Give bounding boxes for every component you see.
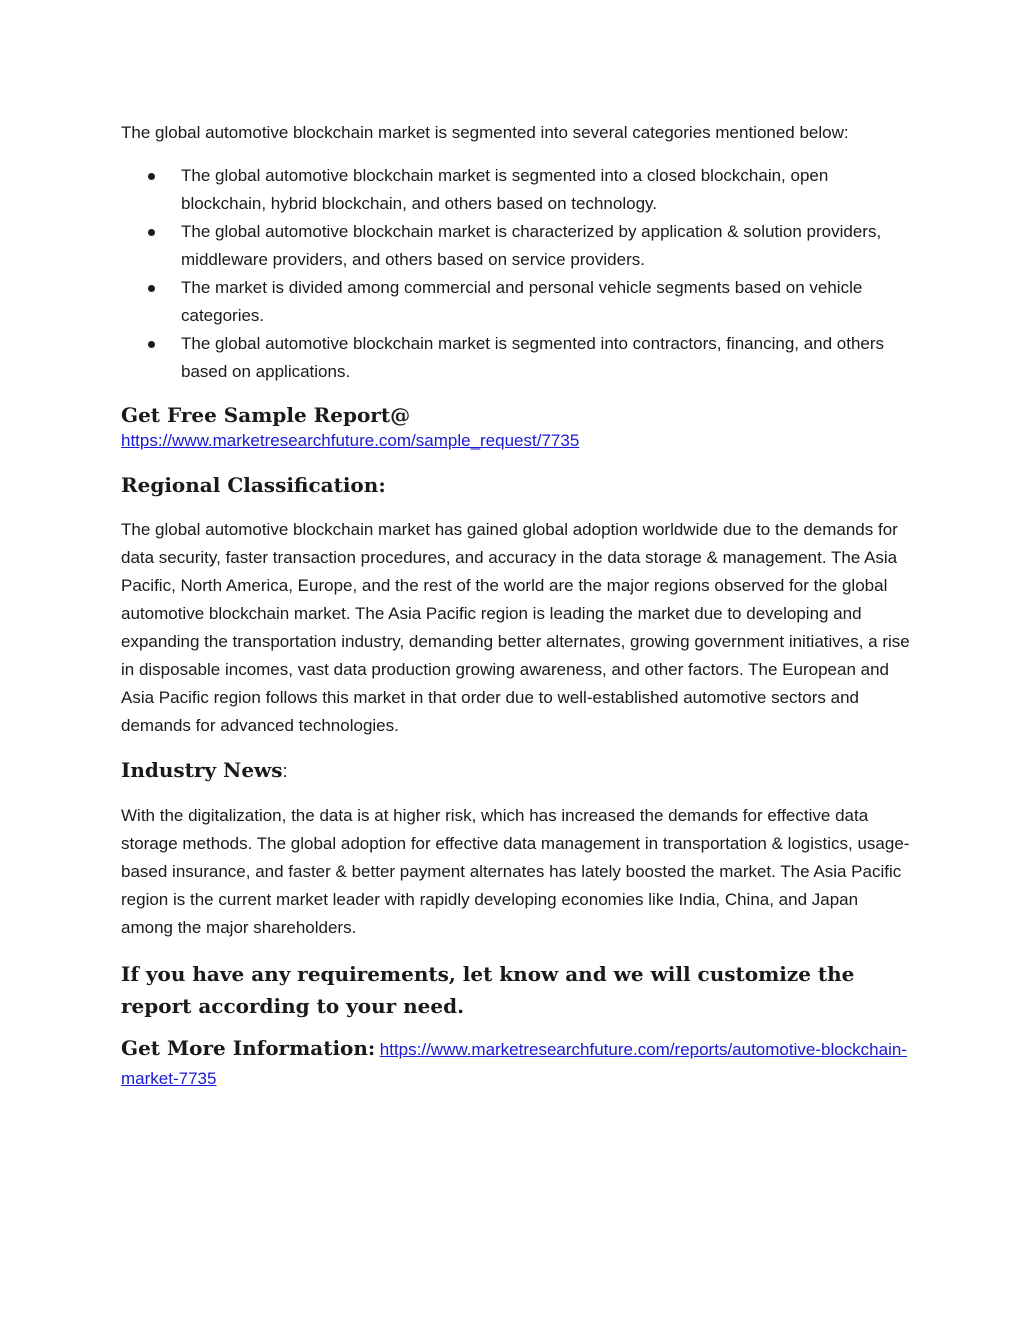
regional-heading: Regional Classification: <box>121 473 386 497</box>
document-page <box>121 119 911 1094</box>
list-item <box>121 218 911 274</box>
more-info-label: Get More Information: <box>121 1036 376 1060</box>
list-item <box>121 330 911 386</box>
bullet-icon <box>148 341 155 348</box>
bullet-icon <box>148 285 155 292</box>
bullet-icon <box>148 229 155 236</box>
more-info-link[interactable]: https://www.marketresearchfuture.com/reports/automotive-blockchain-market-7735 <box>121 1040 907 1088</box>
list-item-text: The market is divided among commercial and personal vehicle segments based on vehicle categories. <box>181 278 863 325</box>
news-heading-colon: : <box>282 761 288 781</box>
bullet-icon <box>148 173 155 180</box>
list-item <box>121 274 911 330</box>
list-item-text: The global automotive blockchain market is segmented into a closed blockchain, open blockchain, hybrid blockchain, and others based on technology. <box>181 166 829 213</box>
sample-report-link[interactable]: https://www.marketresearchfuture.com/sample_request/7735 <box>121 431 580 450</box>
regional-paragraph: The global automotive blockchain market has gained global adoption worldwide due to the demands for data security, faster transaction procedures, and accuracy in the data storage & management. The Asia Pacific, North America, Europe, and the rest of the world are the major regions observed for the global automotive blockchain market. The Asia Pacific region is leading the market due to developing and expanding the transportation industry, demanding better alternates, growing government initiatives, a rise in disposable incomes, vast data production growing awareness, and other factors. The European and Asia Pacific region follows this market in that order due to well-established automotive sectors and demands for advanced technologies. <box>121 520 910 735</box>
list-item-text: The global automotive blockchain market is segmented into contractors, financing, and others based on applications. <box>181 334 885 381</box>
sample-report-section <box>121 401 911 455</box>
news-paragraph: With the digitalization, the data is at higher risk, which has increased the demands for effective data storage methods. The global adoption for effective data management in transportation & logistics, usage-based insurance, and faster & better payment alternates has lately boosted the market. The Asia Pacific region is the current market leader with rapidly developing economies like India, China, and Japan among the major shareholders. <box>121 806 910 937</box>
intro-paragraph: The global automotive blockchain market is segmented into several categories mentioned below: <box>121 123 849 142</box>
more-info-section <box>121 1034 911 1094</box>
news-heading <box>121 756 911 785</box>
list-item-text: The global automotive blockchain market is characterized by application & solution providers, middleware providers, and others based on service providers. <box>181 222 882 269</box>
segment-list <box>121 162 911 386</box>
sample-report-heading: Get Free Sample Report@ <box>121 403 411 427</box>
news-heading-text: Industry News <box>121 758 283 782</box>
customize-heading: If you have any requirements, let know and we will customize the report according to your need. <box>121 962 855 1018</box>
list-item <box>121 162 911 218</box>
